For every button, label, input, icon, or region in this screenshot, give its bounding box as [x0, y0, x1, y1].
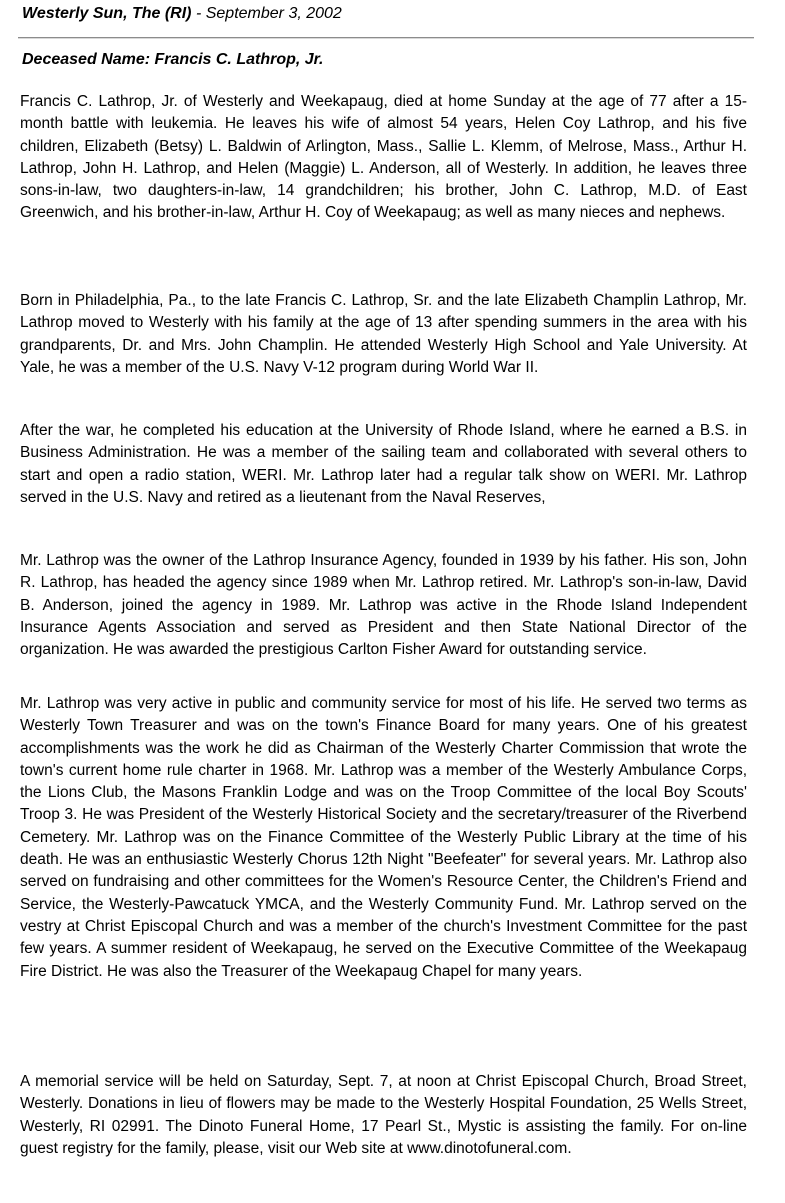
header-divider: [18, 37, 754, 39]
publication-name: Westerly Sun, The (RI): [22, 5, 192, 22]
deceased-name-heading: Deceased Name: Francis C. Lathrop, Jr.: [22, 51, 324, 68]
obituary-paragraph-early-life: Born in Philadelphia, Pa., to the late Francis C. Lathrop, Sr. and the late Elizabeth Champlin Lathrop, Mr. Lathrop moved to Westerly with his family at the age of 13 after spending summers in the area with his grandparents, Dr. and Mrs. John Champlin. He attended Westerly High School and Yale University. At Yale, he was a member of the U.S. Navy V-12 program during World War II.: [20, 292, 747, 376]
obituary-paragraph-education: After the war, he completed his education at the University of Rhode Island, where he earned a B.S. in Business Administration. He was a member of the sailing team and collaborated with several others to start and open a radio station, WERI. Mr. Lathrop later had a regular talk show on WERI. Mr. Lathrop served in the U.S. Navy and retired as a lieutenant from the Naval Reserves,: [20, 422, 747, 506]
obituary-paragraph-survivors: Francis C. Lathrop, Jr. of Westerly and Weekapaug, died at home Sunday at the age of 77 after a 15-month battle with leukemia. He leaves his wife of almost 54 years, Helen Coy Lathrop, and his five children, Elizabeth (Betsy) L. Baldwin of Arlington, Mass., Sallie L. Klemm, of Melrose, Mass., Arthur H. Lathrop, John H. Lathrop, and Helen (Maggie) L. Anderson, all of Westerly. In addition, he leaves three sons-in-law, two daughters-in-law, 14 grandchildren; his brother, John C. Lathrop, M.D. of East Greenwich, and his brother-in-law, Arthur H. Coy of Weekapaug; as well as many nieces and nephews.: [20, 93, 747, 222]
obituary-paragraph-career: Mr. Lathrop was the owner of the Lathrop Insurance Agency, founded in 1939 by his father. His son, John R. Lathrop, has headed the agency since 1989 when Mr. Lathrop retired. Mr. Lathrop's son-in-law, David B. Anderson, joined the agency in 1989. Mr. Lathrop was active in the Rhode Island Independent Insurance Agents Association and served as President and then State National Director of the organization. He was awarded the prestigious Carlton Fisher Award for outstanding service.: [20, 552, 747, 659]
header-separator: -: [191, 5, 206, 22]
obituary-paragraph-memorial-service: A memorial service will be held on Saturday, Sept. 7, at noon at Christ Episcopal Church, Broad Street, Westerly. Donations in lieu of flowers may be made to the Westerly Hospital Foundation, 25 Wells Street, Westerly, RI 02991. The Dinoto Funeral Home, 17 Pearl St., Mystic is assisting the family. For on-line guest registry for the family, please, visit our Web site at www.dinotofuneral.com.: [20, 1073, 747, 1157]
article-header: [22, 5, 342, 23]
publication-date: September 3, 2002: [205, 5, 342, 22]
obituary-paragraph-community-service: Mr. Lathrop was very active in public and community service for most of his life. He served two terms as Westerly Town Treasurer and was on the town's Finance Board for many years. One of his greatest accomplishments was the work he did as Chairman of the Westerly Charter Commission that wrote the town's current home rule charter in 1968. Mr. Lathrop was a member of the Westerly Ambulance Corps, the Lions Club, the Masons Franklin Lodge and was on the Troop Committee of the local Boy Scouts' Troop 3. He was President of the Westerly Historical Society and the secretary/treasurer of the Riverbend Cemetery. Mr. Lathrop was on the Finance Committee of the Westerly Public Library at the time of his death. He was an enthusiastic Westerly Chorus 12th Night "Beefeater" for several years. Mr. Lathrop also served on fundraising and other committees for the Women's Resource Center, the Children's Friend and Service, the Westerly-Pawcatuck YMCA, and the Westerly Community Fund. Mr. Lathrop served on the vestry at Christ Episcopal Church and was a member of the church's Investment Committee for the past few years. A summer resident of Weekapaug, he served on the Executive Committee of the Weekapaug Fire District. He was also the Treasurer of the Weekapaug Chapel for many years.: [20, 695, 747, 980]
